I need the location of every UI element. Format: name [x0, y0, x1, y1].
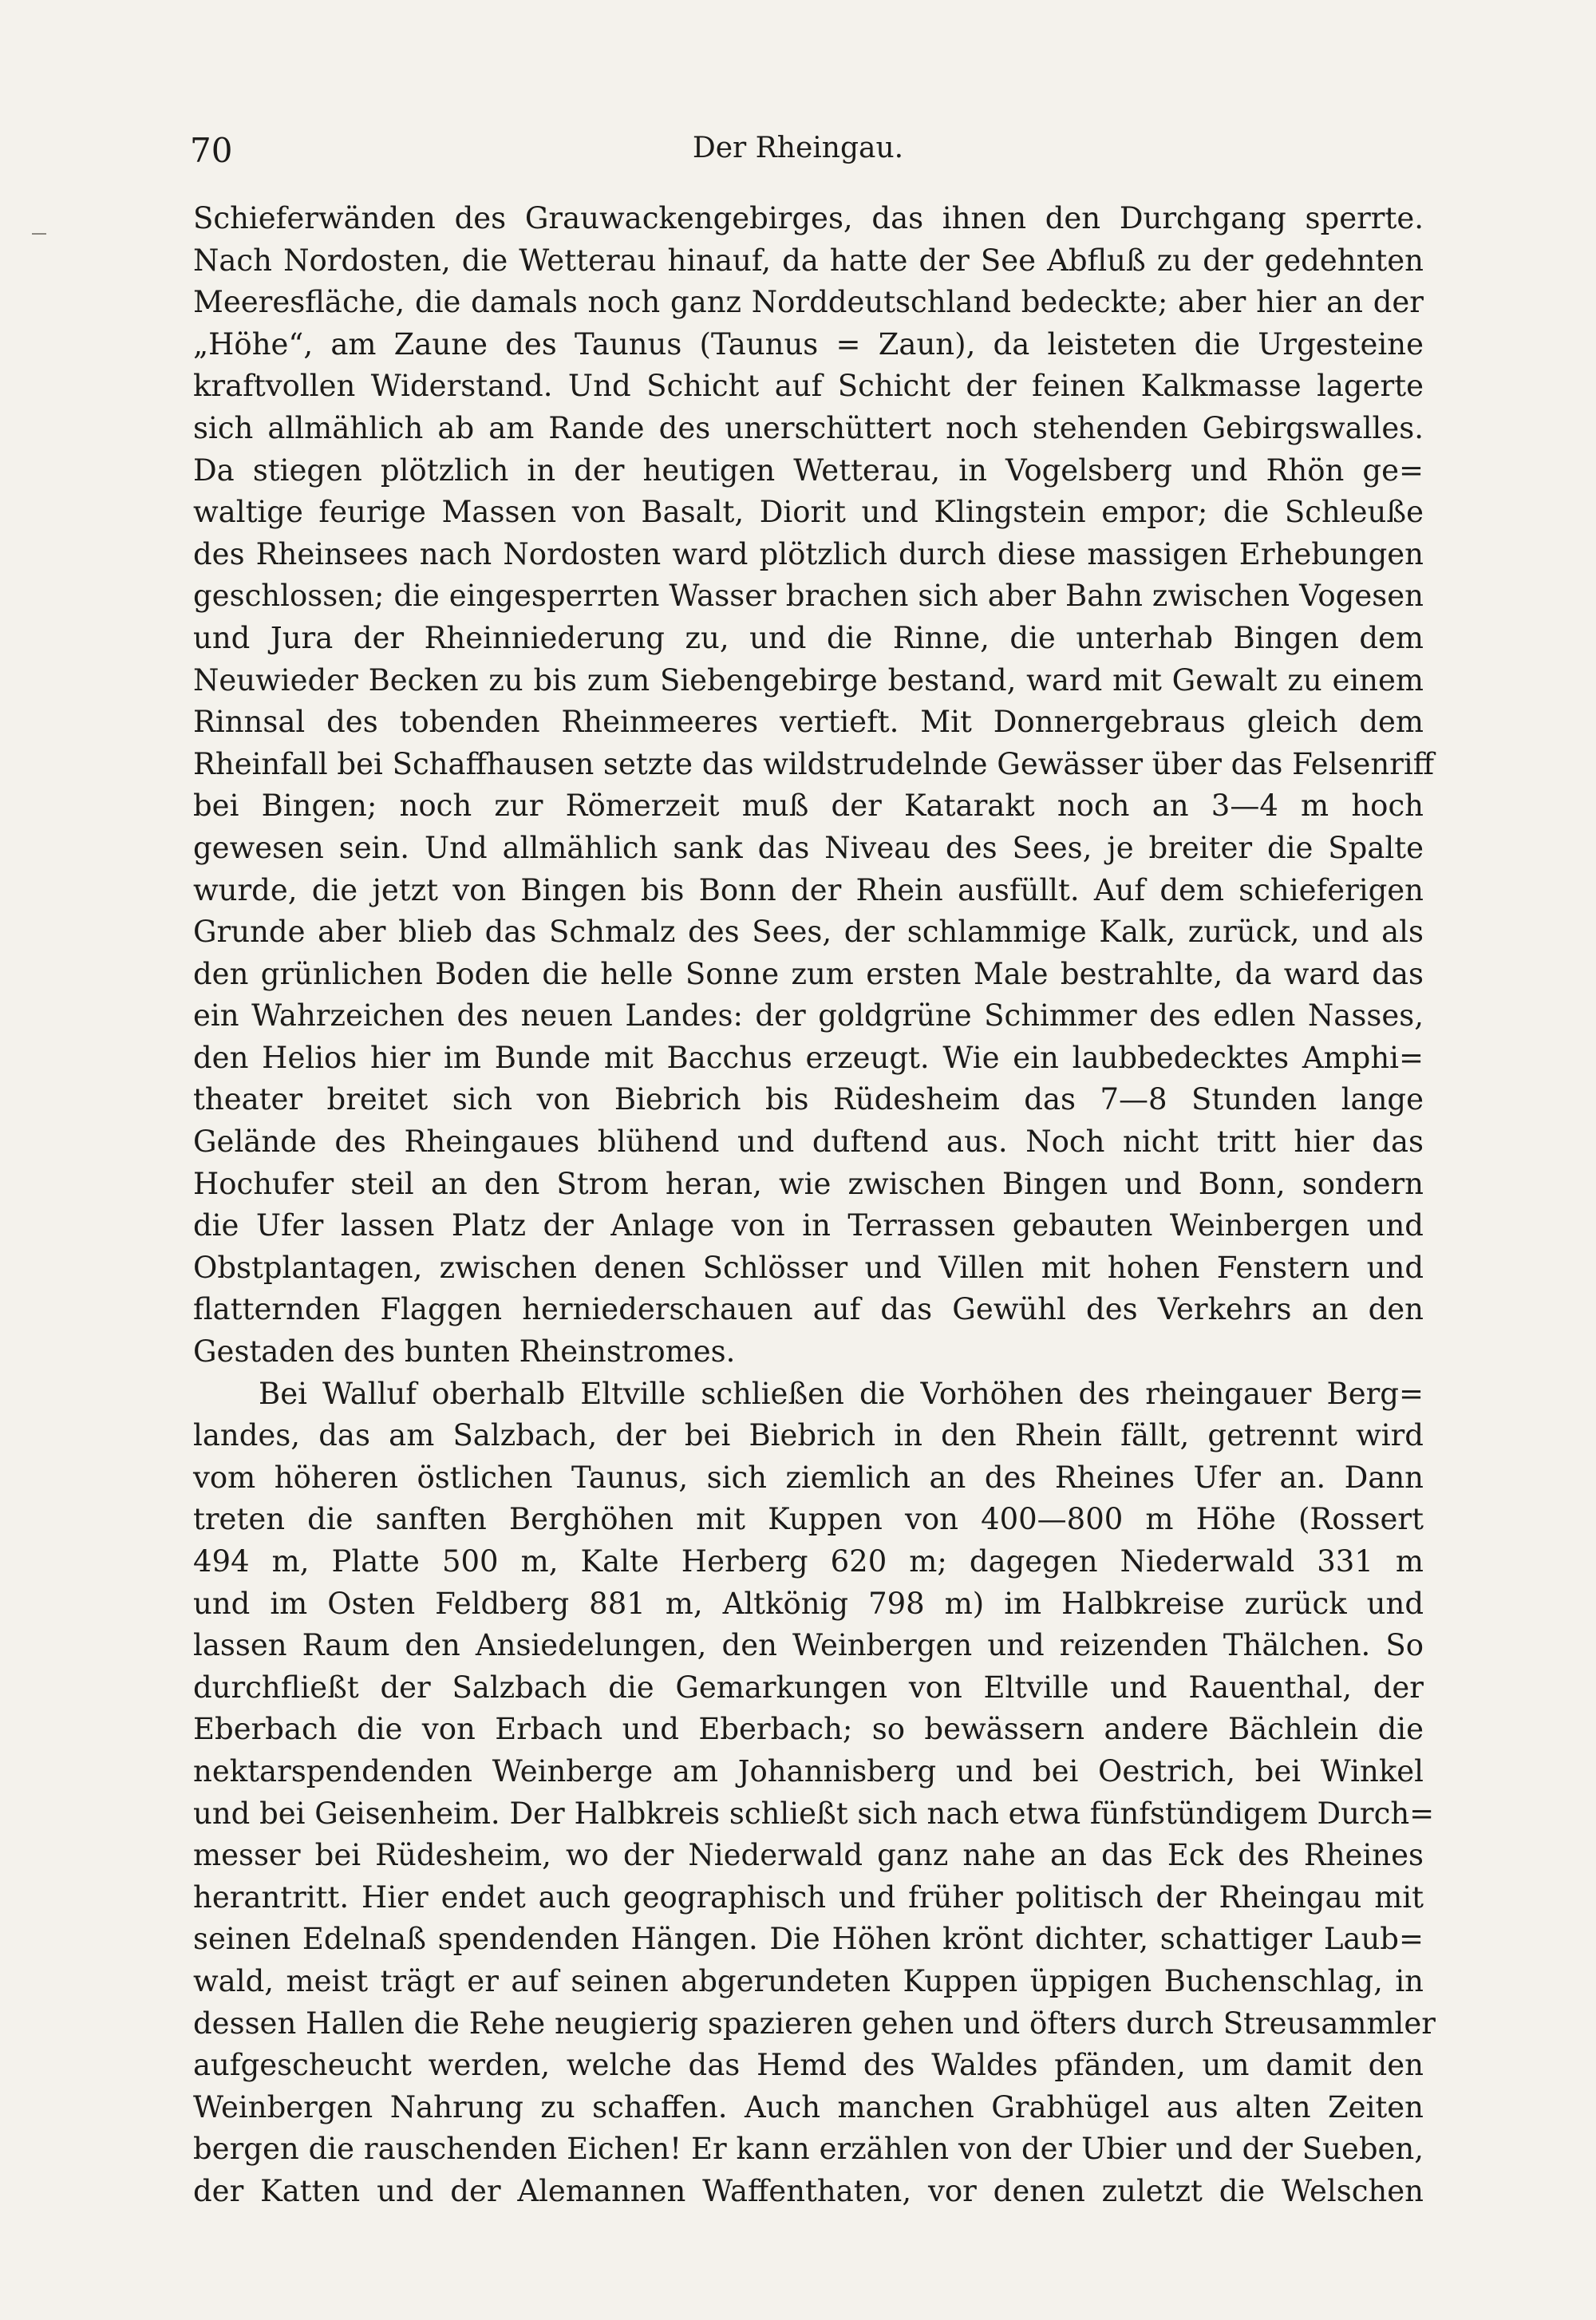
- text-line: Eberbach die von Erbach und Eberbach; so bewässern andere Bächlein die: [193, 1712, 1424, 1747]
- text-line: des Rheinsees nach Nordosten ward plötzlich durch diese massigen Erhebungen: [193, 536, 1424, 571]
- text-line: lassen Raum den Ansiedelungen, den Weinbergen und reizenden Thälchen. So: [193, 1628, 1424, 1663]
- paragraph-end-line: Gestaden des bunten Rheinstromes.: [193, 1334, 736, 1369]
- text-line: nektarspendenden Weinberge am Johannisberg und bei Oestrich, bei Winkel: [193, 1753, 1424, 1788]
- text-line: kraftvollen Widerstand. Und Schicht auf Schicht der feinen Kalkmasse lagerte: [193, 369, 1424, 404]
- text-line: die Ufer lassen Platz der Anlage von in Terrassen gebauten Weinbergen und: [193, 1208, 1424, 1243]
- text-line: Schieferwänden des Grauwackengebirges, das ihnen den Durchgang sperrte.: [193, 201, 1424, 235]
- text-line: Weinbergen Nahrung zu schaffen. Auch manchen Grabhügel aus alten Zeiten: [193, 2089, 1424, 2124]
- text-line: herantritt. Hier endet auch geographisch und früher politisch der Rheingau mit: [193, 1879, 1424, 1915]
- text-line: Gelände des Rheingaues blühend und duftend aus. Noch nicht tritt hier das: [193, 1124, 1424, 1160]
- text-line: den grünlichen Boden die helle Sonne zum ersten Male bestrahlte, da ward das: [193, 956, 1424, 991]
- text-line: Rinnsal des tobenden Rheinmeeres vertieft. Mit Donnergebraus gleich dem: [193, 705, 1424, 740]
- text-line: wurde, die jetzt von Bingen bis Bonn der Rhein ausfüllt. Auf dem schieferigen: [193, 872, 1424, 907]
- text-line: Neuwieder Becken zu bis zum Siebengebirge bestand, ward mit Gewalt zu einem: [193, 662, 1424, 698]
- text-line: „Höhe“, am Zaune des Taunus (Taunus = Zaun), da leisteten die Urgesteine: [193, 326, 1424, 362]
- margin-mark: [32, 233, 46, 235]
- text-line: Meeresfläche, die damals noch ganz Norddeutschland bedeckte; aber hier an der: [193, 285, 1424, 320]
- text-line: sich allmählich ab am Rande des unerschüttert noch stehenden Gebirgswalles.: [193, 410, 1424, 445]
- text-line: Obstplantagen, zwischen denen Schlösser und Villen mit hohen Fenstern und: [193, 1250, 1424, 1285]
- text-line: geschlossen; die eingesperrten Wasser brachen sich aber Bahn zwischen Vogesen: [193, 579, 1424, 614]
- text-line: seinen Edelnaß spendenden Hängen. Die Höhen krönt dichter, schattiger Laub=: [193, 1922, 1424, 1957]
- text-line: Rheinfall bei Schaffhausen setzte das wildstrudelnde Gewässer über das Felsenriff: [193, 746, 1435, 781]
- text-line: durchfließt der Salzbach die Gemarkungen von Eltville und Rauenthal, der: [193, 1670, 1424, 1705]
- text-line: Da stiegen plötzlich in der heutigen Wetterau, in Vogelsberg und Rhön ge=: [193, 453, 1424, 488]
- text-line: der Katten und der Alemannen Waffenthaten, vor denen zuletzt die Welschen: [193, 2173, 1424, 2208]
- text-line: Nach Nordosten, die Wetterau hinauf, da hatte der See Abfluß zu der gedehnten: [193, 243, 1424, 278]
- text-line: bergen die rauschenden Eichen! Er kann erzählen von der Ubier und der Sueben,: [193, 2132, 1424, 2167]
- text-line: theater breitet sich von Biebrich bis Rüdesheim das 7—8 Stunden lange: [193, 1082, 1424, 1117]
- text-line: und Jura der Rheinniederung zu, und die Rinne, die unterhab Bingen dem: [193, 620, 1424, 655]
- text-line: aufgescheucht werden, welche das Hemd des Waldes pfänden, um damit den: [193, 2048, 1424, 2083]
- text-line: messer bei Rüdesheim, wo der Niederwald ganz nahe an das Eck des Rheines: [193, 1838, 1424, 1873]
- paragraph-start-line: Bei Walluf oberhalb Eltville schließen die Vorhöhen des rheingauer Berg=: [259, 1376, 1424, 1411]
- text-line: und im Osten Feldberg 881 m, Altkönig 798 m) im Halbkreise zurück und: [193, 1586, 1424, 1621]
- running-title: Der Rheingau.: [692, 132, 904, 164]
- text-line: vom höheren östlichen Taunus, sich ziemlich an des Rheines Ufer an. Dann: [193, 1460, 1424, 1495]
- page-number: 70: [190, 131, 233, 170]
- text-line: dessen Hallen die Rehe neugierig spazieren gehen und öfters durch Streusammler: [193, 2006, 1436, 2041]
- text-line: flatternden Flaggen herniederschauen auf das Gewühl des Verkehrs an den: [193, 1292, 1424, 1327]
- text-line: treten die sanften Berghöhen mit Kuppen von 400—800 m Höhe (Rossert: [193, 1502, 1424, 1537]
- text-line: Hochufer steil an den Strom heran, wie zwischen Bingen und Bonn, sondern: [193, 1166, 1424, 1201]
- text-line: Grunde aber blieb das Schmalz des Sees, der schlammige Kalk, zurück, und als: [193, 915, 1424, 950]
- text-line: den Helios hier im Bunde mit Bacchus erzeugt. Wie ein laubbedecktes Amphi=: [193, 1040, 1424, 1075]
- text-line: und bei Geisenheim. Der Halbkreis schließt sich nach etwa fünfstündigem Durch=: [193, 1796, 1435, 1831]
- text-line: gewesen sein. Und allmählich sank das Niveau des Sees, je breiter die Spalte: [193, 830, 1424, 865]
- text-line: waltige feurige Massen von Basalt, Diorit und Klingstein empor; die Schleuße: [193, 495, 1424, 530]
- text-line: ein Wahrzeichen des neuen Landes: der goldgrüne Schimmer des edlen Nasses,: [193, 998, 1424, 1034]
- text-line: 494 m, Platte 500 m, Kalte Herberg 620 m; dagegen Niederwald 331 m: [193, 1544, 1424, 1579]
- text-line: wald, meist trägt er auf seinen abgerundeten Kuppen üppigen Buchenschlag, in: [193, 1963, 1424, 1998]
- text-line: bei Bingen; noch zur Römerzeit muß der Katarakt noch an 3—4 m hoch: [193, 788, 1424, 824]
- body-text: [193, 198, 1436, 2213]
- text-line: landes, das am Salzbach, der bei Biebrich in den Rhein fällt, getrennt wird: [193, 1418, 1424, 1453]
